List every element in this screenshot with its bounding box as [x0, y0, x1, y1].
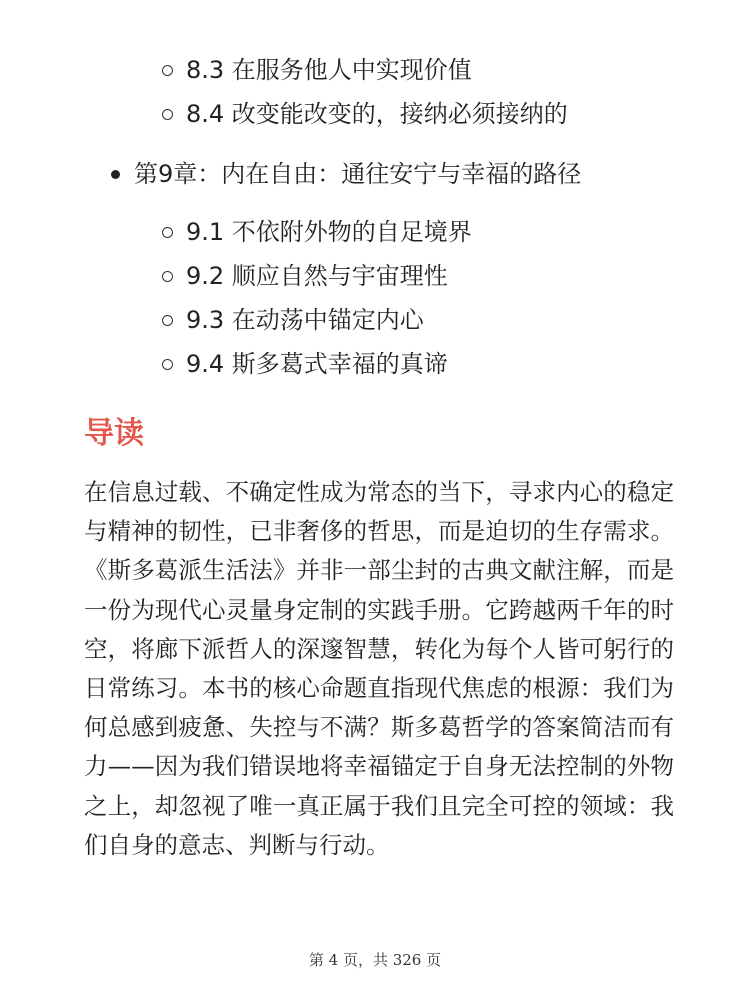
toc-item-label: 9.3 在动荡中锚定内心	[186, 306, 424, 334]
toc-chapter-label: 第9章：内在自由：通往安宁与幸福的路径	[134, 160, 582, 188]
hollow-bullet-icon	[162, 109, 173, 120]
toc-item	[0, 92, 750, 136]
hollow-bullet-icon	[162, 315, 173, 326]
toc-item	[0, 342, 750, 386]
toc-item-label: 8.3 在服务他人中实现价值	[186, 56, 472, 84]
toc-item	[0, 254, 750, 298]
solid-bullet-icon	[111, 170, 120, 179]
toc-item-label: 9.1 不依附外物的自足境界	[186, 218, 472, 246]
hollow-bullet-icon	[162, 65, 173, 76]
hollow-bullet-icon	[162, 227, 173, 238]
toc-item-label: 9.2 顺应自然与宇宙理性	[186, 262, 448, 290]
toc-item-label: 8.4 改变能改变的，接纳必须接纳的	[186, 100, 568, 128]
hollow-bullet-icon	[162, 271, 173, 282]
table-of-contents	[0, 48, 750, 386]
page-number-footer: 第 4 页，共 326 页	[308, 951, 442, 969]
toc-item	[0, 210, 750, 254]
toc-item	[0, 298, 750, 342]
section-heading: 导读	[84, 416, 144, 451]
body-paragraph: 在信息过载、不确定性成为常态的当下，寻求内心的稳定与精神的韧性，已非奢侈的哲思，而是迫切的生存需求。《斯多葛派生活法》并非一部尘封的古典文献注解，而是一份为现代心灵量身定制的实践手册。它跨越两千年的时空，将廊下派哲人的深邃智慧，转化为每个人皆可躬行的日常练习。本书的核心命题直指现代焦虑的根源：我们为何总感到疲惫、失控与不满？斯多葛哲学的答案简洁而有力——因为我们错误地将幸福锚定于自身无法控制的外物之上，却忽视了唯一真正属于我们且完全可控的领域：我们自身的意志、判断与行动。	[84, 478, 674, 859]
hollow-bullet-icon	[162, 359, 173, 370]
toc-chapter	[0, 152, 750, 196]
toc-item	[0, 48, 750, 92]
toc-item-label: 9.4 斯多葛式幸福的真谛	[186, 350, 448, 378]
